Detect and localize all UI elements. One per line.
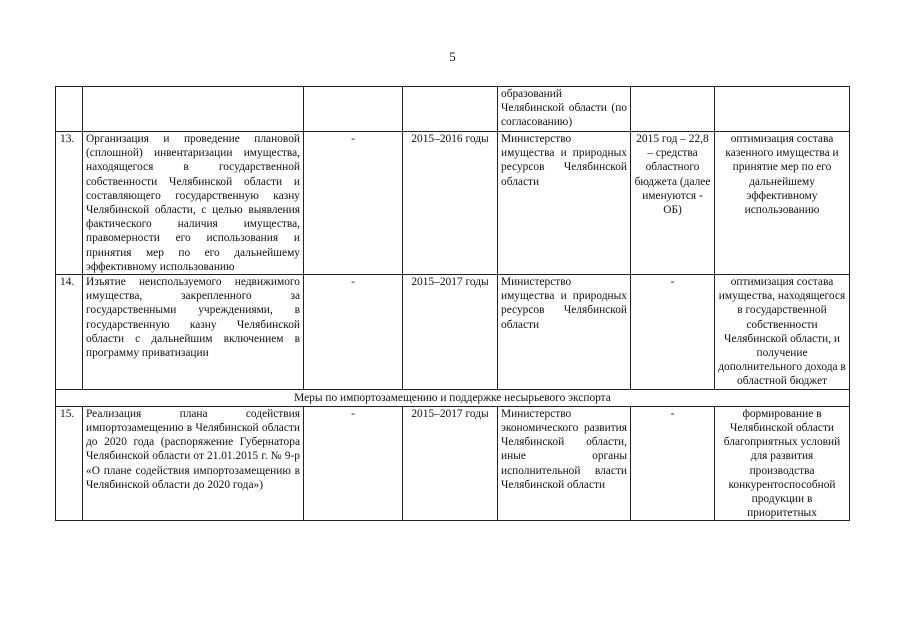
- cell-result: оптимизация состава казенного имущества и принятие мер по его дальнейшему эффективному использованию: [715, 132, 850, 275]
- cell-financing: -: [631, 406, 715, 521]
- cell-number: 13.: [56, 132, 83, 275]
- table-row: [56, 275, 850, 390]
- section-row: [56, 389, 850, 406]
- cell-result: формирование в Челябинской области благоприятных условий для развития производства конкурентоспособной продукции в приоритетных: [715, 406, 850, 521]
- table-row: [56, 406, 850, 521]
- cell-period: 2015–2016 годы: [403, 132, 498, 275]
- cell-executor: образований Челябинской области (по согласованию): [498, 87, 631, 132]
- cell-col3: -: [304, 406, 403, 521]
- cell-financing: -: [631, 275, 715, 390]
- cell-executor: Министерство экономического развития Челябинской области, иные органы исполнительной власти Челябинской области: [498, 406, 631, 521]
- cell-empty: [83, 87, 304, 132]
- cell-col3: -: [304, 132, 403, 275]
- cell-executor: Министерство имущества и природных ресурсов Челябинской области: [498, 275, 631, 390]
- cell-executor: Министерство имущества и природных ресурсов Челябинской области: [498, 132, 631, 275]
- cell-empty: [56, 87, 83, 132]
- cell-empty: [304, 87, 403, 132]
- cell-period: 2015–2017 годы: [403, 406, 498, 521]
- cell-result: оптимизация состава имущества, находящегося в государственной собственности Челябинской области, и получение дополнительного дохода в областной бюджет: [715, 275, 850, 390]
- cell-number: 15.: [56, 406, 83, 521]
- cell-empty: [403, 87, 498, 132]
- cell-financing: 2015 год – 22,8 – средства областного бюджета (далее именуются - ОБ): [631, 132, 715, 275]
- page-number: 5: [449, 49, 456, 64]
- measures-table: [55, 86, 850, 521]
- cell-description: Реализация плана содействия импортозамещению в Челябинской области до 2020 года (распоряжение Губернатора Челябинской области от 21.01.2015 г. № 9-р «О плане содействия импортозамещению в Челябинской области до 2020 года»): [83, 406, 304, 521]
- section-title: Меры по импортозамещению и поддержке несырьевого экспорта: [56, 389, 850, 406]
- table-row-continuation: [56, 87, 850, 132]
- table-row: [56, 132, 850, 275]
- cell-period: 2015–2017 годы: [403, 275, 498, 390]
- cell-col3: -: [304, 275, 403, 390]
- cell-number: 14.: [56, 275, 83, 390]
- cell-description: Организация и проведение плановой (сплошной) инвентаризации имущества, находящегося в государственной собственности Челябинской области и составляющего государственную казну Челябинской области, с целью выявления фактического наличия имущества, правомерности его использования и принятия мер по его дальнейшему эффективному использованию: [83, 132, 304, 275]
- cell-empty: [631, 87, 715, 132]
- cell-empty: [715, 87, 850, 132]
- cell-description: Изъятие неиспользуемого недвижимого имущества, закрепленного за государственными учреждениями, в государственную казну Челябинской области с дальнейшим включением в программу приватизации: [83, 275, 304, 390]
